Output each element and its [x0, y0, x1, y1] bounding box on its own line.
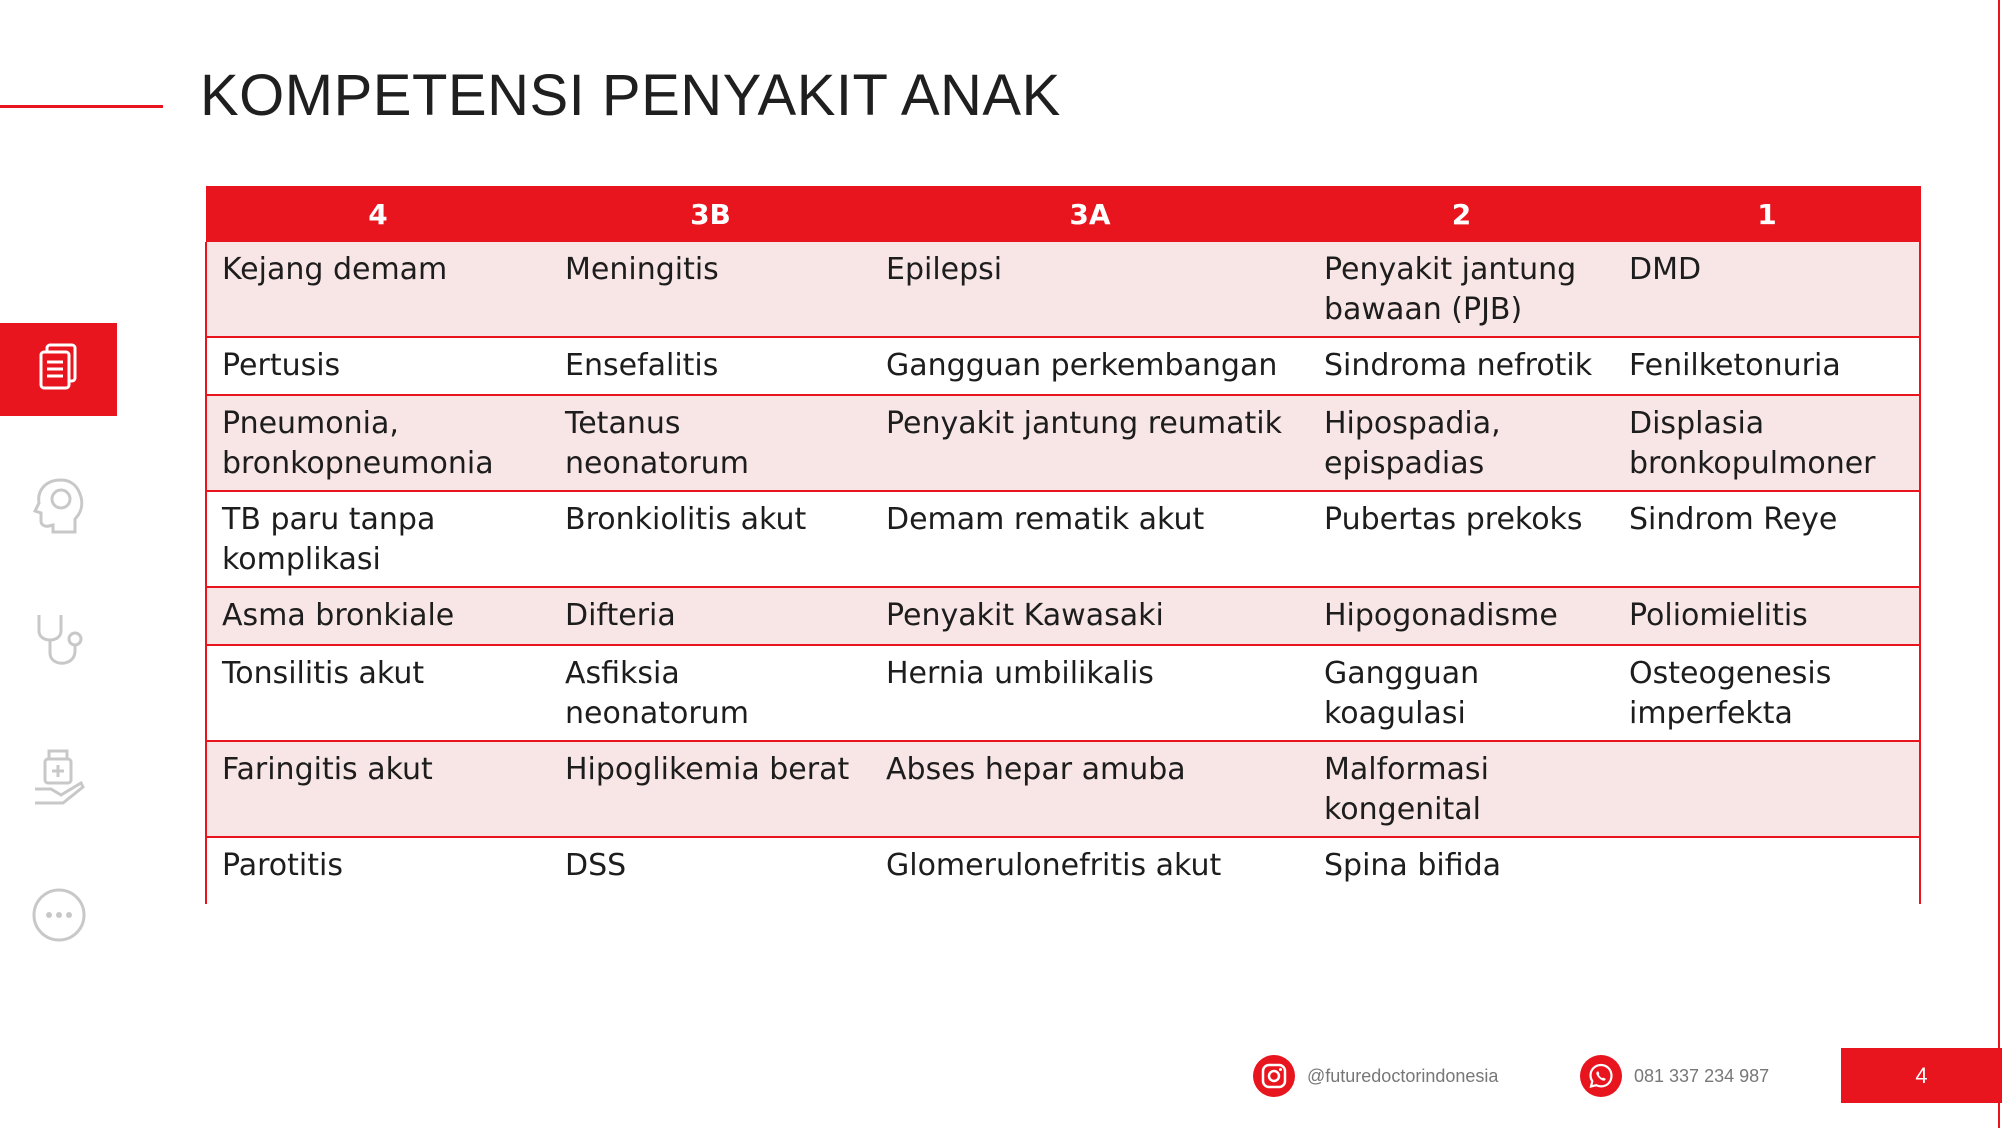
table-row	[206, 741, 1920, 837]
table-cell: Ensefalitis	[550, 337, 871, 395]
table-row	[206, 645, 1920, 741]
table-cell: Demam rematik akut	[871, 491, 1309, 587]
table-cell: Pneumonia, bronkopneumonia	[206, 395, 550, 491]
header-level-4: 4	[206, 186, 550, 242]
sidebar-item-psychology[interactable]	[28, 476, 90, 538]
table-row	[206, 242, 1920, 337]
stethoscope-icon	[31, 611, 87, 676]
table-cell: Gangguan perkembangan	[871, 337, 1309, 395]
instagram-icon	[1253, 1055, 1295, 1097]
right-edge-rule	[1998, 0, 2000, 1128]
table-cell: Asma bronkiale	[206, 587, 550, 645]
table-cell: Tetanus neonatorum	[550, 395, 871, 491]
table-cell: Kejang demam	[206, 242, 550, 337]
table-cell: TB paru tanpa komplikasi	[206, 491, 550, 587]
page-number: 4	[1841, 1048, 2002, 1103]
table-cell: Hernia umbilikalis	[871, 645, 1309, 741]
header-level-3b: 3B	[550, 186, 871, 242]
table-cell: Faringitis akut	[206, 741, 550, 837]
table-cell: Spina bifida	[1309, 837, 1614, 904]
table-cell: Epilepsi	[871, 242, 1309, 337]
table-cell: Gangguan koagulasi	[1309, 645, 1614, 741]
table-cell: Meningitis	[550, 242, 871, 337]
head-brain-icon	[31, 475, 87, 540]
whatsapp-number: 081 337 234 987	[1634, 1065, 1770, 1086]
sidebar-item-medicine[interactable]	[28, 748, 90, 810]
sidebar-item-more[interactable]	[28, 886, 90, 948]
header-level-3a: 3A	[871, 186, 1309, 242]
table-row	[206, 491, 1920, 587]
table-cell: Penyakit jantung bawaan (PJB)	[1309, 242, 1614, 337]
table-cell	[1614, 741, 1920, 837]
table-row	[206, 837, 1920, 904]
table-cell: Sindrom Reye	[1614, 491, 1920, 587]
table-cell: Tonsilitis akut	[206, 645, 550, 741]
table-cell: Malformasi kongenital	[1309, 741, 1614, 837]
table-cell: Osteogenesis imperfekta	[1614, 645, 1920, 741]
table-cell	[1614, 837, 1920, 904]
header-level-2: 2	[1309, 186, 1614, 242]
header-level-1: 1	[1614, 186, 1920, 242]
table-row	[206, 337, 1920, 395]
table-cell: Pertusis	[206, 337, 550, 395]
table-cell: Abses hepar amuba	[871, 741, 1309, 837]
table-cell: Fenilketonuria	[1614, 337, 1920, 395]
table-cell: Penyakit jantung reumatik	[871, 395, 1309, 491]
table-cell: Difteria	[550, 587, 871, 645]
table-row	[206, 587, 1920, 645]
medicine-hand-icon	[31, 747, 87, 812]
title-accent-line	[0, 105, 163, 108]
table-cell: Asfiksia neonatorum	[550, 645, 871, 741]
table-cell: Hipospadia, epispadias	[1309, 395, 1614, 491]
table-header-row	[206, 186, 1920, 242]
table-cell: DMD	[1614, 242, 1920, 337]
table-cell: DSS	[550, 837, 871, 904]
instagram-handle: @futuredoctorindonesia	[1307, 1065, 1499, 1086]
table-row	[206, 395, 1920, 491]
sidebar-item-document[interactable]	[0, 323, 117, 416]
competency-table	[205, 186, 1921, 904]
table-cell: Displasia bronkopulmoner	[1614, 395, 1920, 491]
table-cell: Glomerulonefritis akut	[871, 837, 1309, 904]
table-cell: Hipogonadisme	[1309, 587, 1614, 645]
table-cell: Parotitis	[206, 837, 550, 904]
table-cell: Sindroma nefrotik	[1309, 337, 1614, 395]
table-cell: Hipoglikemia berat	[550, 741, 871, 837]
sidebar-item-stethoscope[interactable]	[28, 612, 90, 674]
table-cell: Pubertas prekoks	[1309, 491, 1614, 587]
whatsapp-icon	[1580, 1055, 1622, 1097]
page-title: KOMPETENSI PENYAKIT ANAK	[200, 63, 1061, 128]
document-icon	[37, 342, 81, 397]
table-cell: Poliomielitis	[1614, 587, 1920, 645]
instagram-contact[interactable]	[1253, 1055, 1498, 1097]
whatsapp-contact[interactable]	[1580, 1055, 1769, 1097]
more-icon	[31, 887, 87, 948]
table-cell: Bronkiolitis akut	[550, 491, 871, 587]
table-cell: Penyakit Kawasaki	[871, 587, 1309, 645]
